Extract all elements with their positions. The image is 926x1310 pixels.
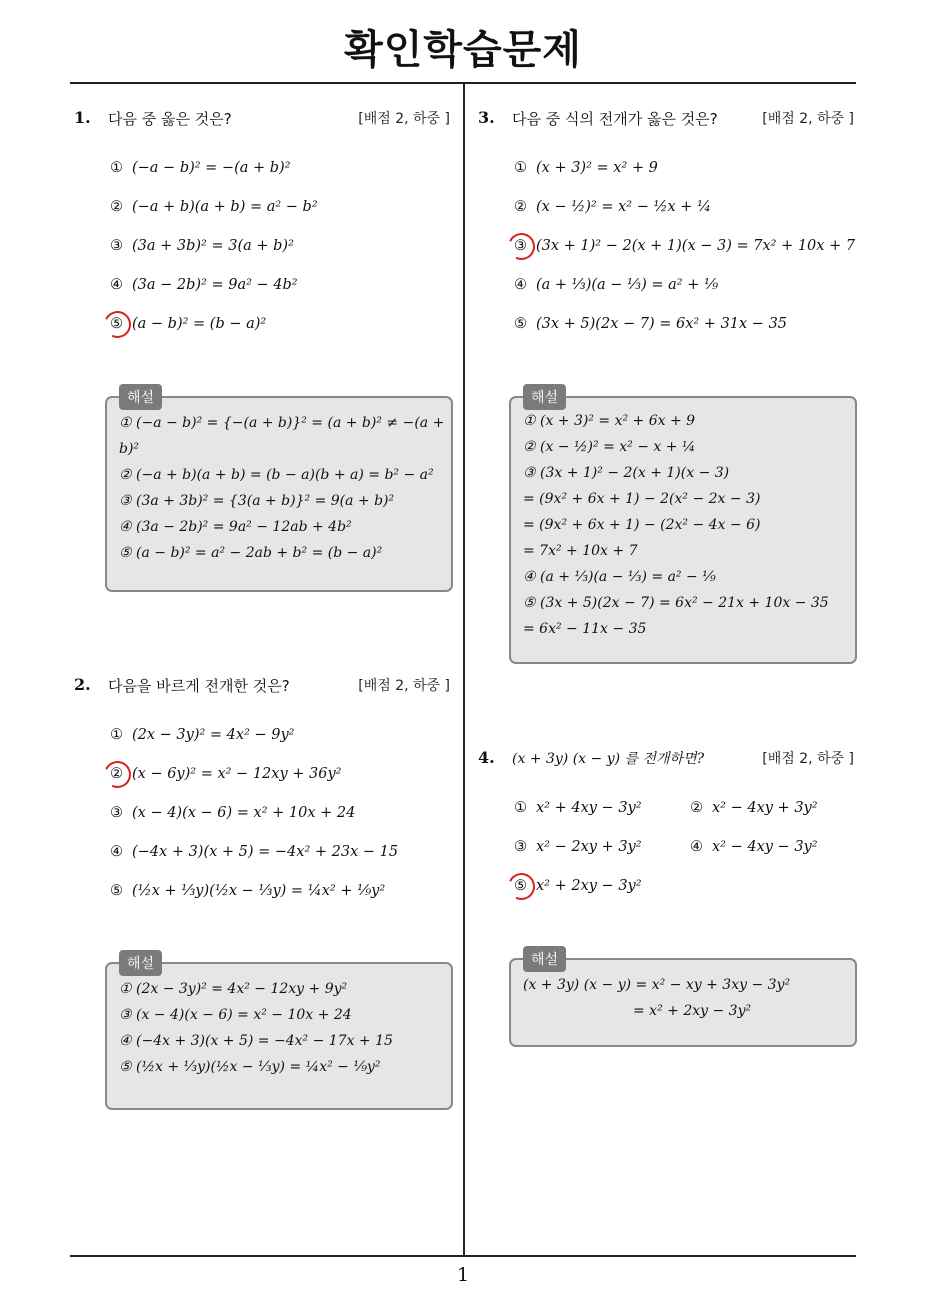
solution-line: (x + 3y) (x − y) = x² − xy + 3xy − 3y² bbox=[523, 977, 791, 993]
solution-line: ② (−a + b)(a + b) = (b − a)(b + a) = b² − a² bbox=[119, 467, 434, 483]
answer-mark bbox=[504, 869, 539, 904]
choice-1[interactable] bbox=[110, 727, 295, 743]
choice-3[interactable] bbox=[110, 238, 294, 254]
choice-text: (x − ½)² = x² − ½x + ¼ bbox=[536, 199, 712, 215]
choice-2[interactable] bbox=[110, 199, 318, 215]
choice-1[interactable] bbox=[110, 160, 291, 176]
question-text: 다음 중 옳은 것은? bbox=[108, 110, 232, 128]
choice-3[interactable] bbox=[514, 238, 855, 254]
question-3 bbox=[478, 108, 856, 332]
choice-text: (x + 3)² = x² + 9 bbox=[536, 160, 658, 176]
choice-number: ④ bbox=[514, 277, 527, 293]
solution-line: ③ (3x + 1)² − 2(x + 1)(x − 3) bbox=[523, 465, 730, 481]
solution-line: = (9x² + 6x + 1) − (2x² − 4x − 6) bbox=[523, 517, 761, 533]
choice-5[interactable] bbox=[514, 878, 642, 894]
question-number: 3. bbox=[478, 108, 495, 127]
solution-line: = 6x² − 11x − 35 bbox=[523, 621, 647, 637]
choice-text: (½x + ⅓y)(½x − ⅓y) = ¼x² + ⅑y² bbox=[132, 883, 386, 899]
choice-number: ③ bbox=[514, 238, 536, 254]
question-text: 다음 중 식의 전개가 옳은 것은? bbox=[512, 110, 718, 128]
choice-text: x² + 2xy − 3y² bbox=[536, 878, 642, 894]
choice-number: ① bbox=[110, 160, 123, 176]
choice-text: (2x − 3y)² = 4x² − 9y² bbox=[132, 727, 295, 743]
choice-number: ⑤ bbox=[514, 316, 527, 332]
choice-number: ④ bbox=[690, 839, 703, 855]
bottom-rule bbox=[70, 1255, 856, 1257]
choice-text: (3x + 5)(2x − 7) = 6x² + 31x − 35 bbox=[536, 316, 788, 332]
choice-3[interactable] bbox=[514, 839, 642, 855]
solution-box-2 bbox=[105, 956, 453, 1110]
solution-line: b)² bbox=[119, 441, 140, 457]
choice-text: (3x + 1)² − 2(x + 1)(x − 3) = 7x² + 10x + 7 bbox=[536, 238, 856, 254]
answer-mark bbox=[100, 757, 135, 792]
choice-2[interactable] bbox=[110, 766, 341, 782]
solution-line: ④ (−4x + 3)(x + 5) = −4x² − 17x + 15 bbox=[119, 1033, 393, 1049]
solution-line: ⑤ (3x + 5)(2x − 7) = 6x² − 21x + 10x − 35 bbox=[523, 595, 829, 611]
choice-number: ⑤ bbox=[110, 316, 132, 332]
choice-text: (x − 4)(x − 6) = x² + 10x + 24 bbox=[132, 805, 356, 821]
choice-2[interactable] bbox=[690, 800, 818, 816]
question-text: (x + 3y) (x − y) 를 전개하면? bbox=[512, 751, 705, 767]
choice-text: (a + ⅓)(a − ⅓) = a² + ⅑ bbox=[536, 277, 719, 293]
question-number: 1. bbox=[74, 108, 91, 127]
solution-box-1 bbox=[105, 390, 453, 592]
solution-line: ⑤ (a − b)² = a² − 2ab + b² = (b − a)² bbox=[119, 545, 383, 561]
choice-number: ④ bbox=[110, 844, 123, 860]
column-divider bbox=[463, 84, 465, 1257]
question-1 bbox=[74, 108, 450, 332]
choice-text: x² − 2xy + 3y² bbox=[536, 839, 642, 855]
solution-box-3 bbox=[509, 390, 857, 664]
choice-number: ③ bbox=[110, 238, 123, 254]
choice-number: ② bbox=[110, 766, 132, 782]
solution-tag: 해설 bbox=[119, 950, 162, 976]
solution-line: ④ (a + ⅓)(a − ⅓) = a² − ⅑ bbox=[523, 569, 716, 585]
question-text: 다음을 바르게 전개한 것은? bbox=[108, 677, 290, 695]
solution-line: ② (x − ½)² = x² − x + ¼ bbox=[523, 439, 696, 455]
choice-text: x² + 4xy − 3y² bbox=[536, 800, 642, 816]
choice-text: (a − b)² = (b − a)² bbox=[132, 316, 267, 332]
choice-number: ② bbox=[690, 800, 703, 816]
choice-3[interactable] bbox=[110, 805, 355, 821]
choice-text: (3a + 3b)² = 3(a + b)² bbox=[132, 238, 294, 254]
choice-5[interactable] bbox=[110, 883, 385, 899]
choice-4[interactable] bbox=[690, 839, 818, 855]
question-score: [배점 2, 하중 ] bbox=[358, 111, 450, 127]
answer-mark bbox=[504, 229, 539, 264]
choice-number: ⑤ bbox=[514, 878, 536, 894]
choice-1[interactable] bbox=[514, 160, 658, 176]
solution-tag: 해설 bbox=[523, 946, 566, 972]
solution-tag: 해설 bbox=[119, 384, 162, 410]
answer-mark bbox=[100, 307, 135, 342]
choice-number: ② bbox=[110, 199, 123, 215]
choice-1[interactable] bbox=[514, 800, 642, 816]
choice-4[interactable] bbox=[110, 277, 298, 293]
solution-line: ⑤ (½x + ⅓y)(½x − ⅓y) = ¼x² − ⅑y² bbox=[119, 1059, 381, 1075]
choice-4[interactable] bbox=[110, 844, 398, 860]
solution-line: ③ (x − 4)(x − 6) = x² − 10x + 24 bbox=[119, 1007, 352, 1023]
question-2 bbox=[74, 675, 450, 899]
choice-text: (x − 6y)² = x² − 12xy + 36y² bbox=[132, 766, 342, 782]
question-4 bbox=[478, 748, 854, 894]
choice-number: ⑤ bbox=[110, 883, 123, 899]
choice-number: ③ bbox=[514, 839, 527, 855]
page-title: 확인학습문제 bbox=[344, 27, 582, 73]
choice-text: (−a + b)(a + b) = a² − b² bbox=[132, 199, 318, 215]
question-score: [배점 2, 하중 ] bbox=[762, 751, 854, 767]
choice-number: ② bbox=[514, 199, 527, 215]
choice-number: ① bbox=[110, 727, 123, 743]
choice-text: (−a − b)² = −(a + b)² bbox=[132, 160, 291, 176]
choice-number: ③ bbox=[110, 805, 123, 821]
choice-text: x² − 4xy − 3y² bbox=[712, 839, 818, 855]
solution-line: ① (x + 3)² = x² + 6x + 9 bbox=[523, 413, 696, 429]
page-number: 1 bbox=[456, 1264, 470, 1286]
solution-line: ① (−a − b)² = {−(a + b)}² = (a + b)² ≠ −(a + bbox=[119, 415, 445, 431]
question-score: [배점 2, 하중 ] bbox=[762, 111, 854, 127]
solution-line: ① (2x − 3y)² = 4x² − 12xy + 9y² bbox=[119, 981, 348, 997]
solution-tag: 해설 bbox=[523, 384, 566, 410]
choice-2[interactable] bbox=[514, 199, 711, 215]
solution-line: ③ (3a + 3b)² = {3(a + b)}² = 9(a + b)² bbox=[119, 493, 395, 509]
choice-4[interactable] bbox=[514, 277, 718, 293]
choice-text: (3a − 2b)² = 9a² − 4b² bbox=[132, 277, 298, 293]
solution-line: = (9x² + 6x + 1) − 2(x² − 2x − 3) bbox=[523, 491, 761, 507]
choice-text: (−4x + 3)(x + 5) = −4x² + 23x − 15 bbox=[132, 844, 399, 860]
solution-line: = x² + 2xy − 3y² bbox=[633, 1003, 752, 1019]
question-number: 2. bbox=[74, 675, 91, 694]
question-number: 4. bbox=[478, 748, 495, 767]
solution-box-4 bbox=[509, 952, 857, 1047]
choice-number: ① bbox=[514, 160, 527, 176]
choice-number: ④ bbox=[110, 277, 123, 293]
solution-line: = 7x² + 10x + 7 bbox=[523, 543, 638, 559]
choice-number: ① bbox=[514, 800, 527, 816]
choice-5[interactable] bbox=[110, 316, 266, 332]
choice-5[interactable] bbox=[514, 316, 787, 332]
solution-line: ④ (3a − 2b)² = 9a² − 12ab + 4b² bbox=[119, 519, 352, 535]
choice-text: x² − 4xy + 3y² bbox=[712, 800, 818, 816]
question-score: [배점 2, 하중 ] bbox=[358, 678, 450, 694]
